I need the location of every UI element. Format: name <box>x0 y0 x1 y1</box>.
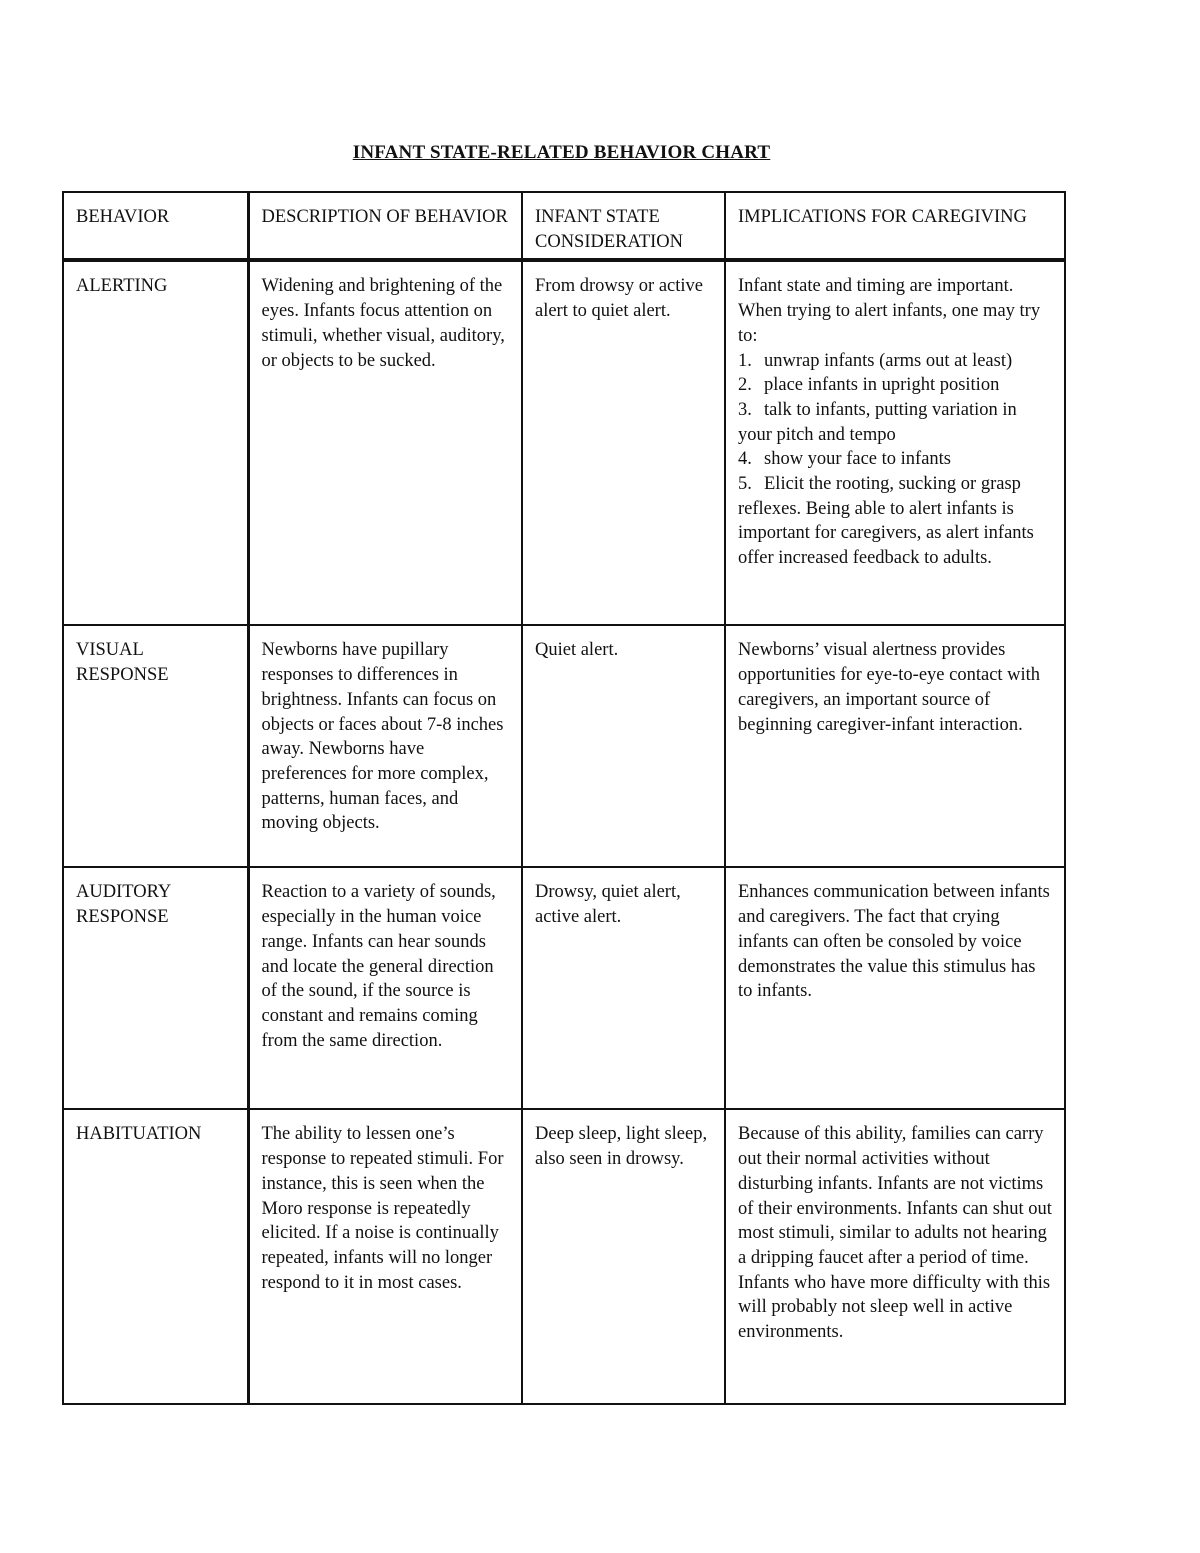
list-number: 4. <box>738 449 752 470</box>
implications-cell: Enhances communication between infants and caregivers. The fact that crying infants can often be consoled by voice demonstrates the value this stimulus has to infants. <box>725 867 1065 1109</box>
behavior-chart-table <box>62 191 1066 1405</box>
list-text: Elicit the rooting, sucking or grasp reflexes. Being able to alert infants is important for caregivers, as alert infants offer increased feedback to adults. <box>738 474 1034 569</box>
behavior-cell: AUDITORY RESPONSE <box>63 867 248 1109</box>
list-item <box>738 373 1054 398</box>
header-state: INFANT STATE CONSIDERATION <box>522 192 725 260</box>
table-header-row <box>63 192 1065 260</box>
behavior-cell: ALERTING <box>63 260 248 625</box>
behavior-cell: HABITUATION <box>63 1109 248 1404</box>
list-item <box>738 349 1054 374</box>
state-cell: Quiet alert. <box>522 625 725 867</box>
list-text: unwrap infants (arms out at least) <box>764 350 1013 371</box>
implications-cell <box>725 260 1065 625</box>
header-description: DESCRIPTION OF BEHAVIOR <box>248 192 522 260</box>
list-item <box>738 447 1054 472</box>
table-row-visual-response <box>63 625 1065 867</box>
description-cell: The ability to lessen one’s response to repeated stimuli. For instance, this is seen when the Moro response is repeatedly elicited. If a noise is continually repeated, infants will no longer respond to it in most cases. <box>248 1109 522 1404</box>
list-number: 1. <box>738 350 752 371</box>
header-implications: IMPLICATIONS FOR CAREGIVING <box>725 192 1065 260</box>
list-item <box>738 398 1054 447</box>
list-number: 3. <box>738 399 752 420</box>
implications-intro: Infant state and timing are important. When trying to alert infants, one may try to: <box>738 276 1041 346</box>
description-cell: Newborns have pupillary responses to differences in brightness. Infants can focus on objects or faces about 7-8 inches away. Newborns have preferences for more complex, patterns, human faces, and moving objects. <box>248 625 522 867</box>
implications-cell: Newborns’ visual alertness provides opportunities for eye-to-eye contact with caregivers, an important source of beginning caregiver-infant interaction. <box>725 625 1065 867</box>
list-number: 5. <box>738 474 752 495</box>
behavior-cell: VISUAL RESPONSE <box>63 625 248 867</box>
table-row-habituation <box>63 1109 1065 1404</box>
table-row-auditory-response <box>63 867 1065 1109</box>
list-number: 2. <box>738 375 752 396</box>
description-cell: Reaction to a variety of sounds, especially in the human voice range. Infants can hear sounds and locate the general direction of the sound, if the source is constant and remains coming from the same direction. <box>248 867 522 1109</box>
state-cell: Deep sleep, light sleep, also seen in drowsy. <box>522 1109 725 1404</box>
state-cell: From drowsy or active alert to quiet alert. <box>522 260 725 625</box>
description-cell: Widening and brightening of the eyes. Infants focus attention on stimuli, whether visual, auditory, or objects to be sucked. <box>248 260 522 625</box>
table-row-alerting <box>63 260 1065 625</box>
list-text: talk to infants, putting variation in your pitch and tempo <box>738 399 1017 445</box>
page-title: INFANT STATE-RELATED BEHAVIOR CHART <box>352 142 771 163</box>
header-behavior: BEHAVIOR <box>63 192 248 260</box>
list-text: show your face to infants <box>764 449 952 470</box>
list-text: place infants in upright position <box>764 375 1000 396</box>
implications-cell: Because of this ability, families can carry out their normal activities without disturbing infants. Infants are not victims of their environments. Infants can shut out most stimuli, similar to adults not hearing a dripping faucet after a period of time. Infants who have more difficulty with this will probably not sleep well in active environments. <box>725 1109 1065 1404</box>
state-cell: Drowsy, quiet alert, active alert. <box>522 867 725 1109</box>
list-item <box>738 472 1054 571</box>
